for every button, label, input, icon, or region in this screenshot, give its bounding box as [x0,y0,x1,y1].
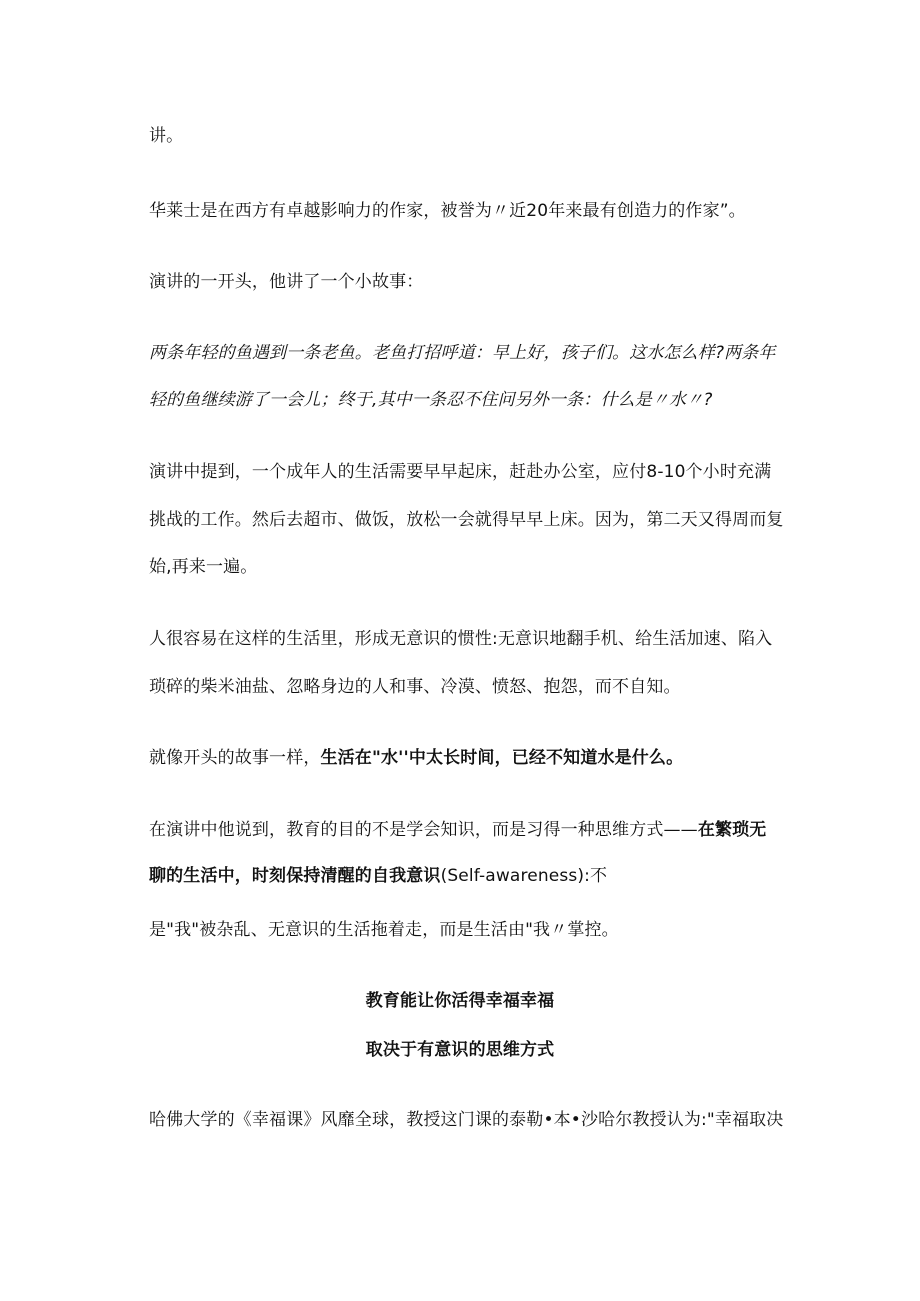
emphasis-text: 生活在"水''中太长时间，已经不知道水是什么。 [320,748,684,768]
paragraph-line: 始,再来一遍。 [149,557,258,577]
section-heading: 教育能让你活得幸福幸福 [365,991,555,1011]
paragraph-line [149,818,789,842]
paragraph-line: 人很容易在这样的生活里，形成无意识的惯性:无意识地翻手机、给生活加速、陷入 [149,629,773,649]
paragraph-line [149,864,789,888]
paragraph-line [149,746,789,770]
paragraph-line: 挑战的工作。然后去超市、做饭，放松一会就得早早上床。因为，第二天又得周而复 [149,510,784,530]
text-run: 在演讲中他说到，教育的目的不是学会知识，而是习得一种思维方式—— [149,820,698,840]
paragraph-line: 演讲中提到，一个成年人的生活需要早早起床，赶赴办公室，应付8-10个小时充满 [149,462,772,482]
emphasis-text: 聊的生活中，时刻保持清醒的自我意识 [149,866,441,886]
emphasis-text: 在繁琐无 [697,820,767,840]
paragraph-line: 哈佛大学的《幸福课》风靡全球，教授这门课的泰勒•本•沙哈尔教授认为:"幸福取决 [149,1110,784,1130]
paragraph-line: 华莱士是在西方有卓越影响力的作家，被誉为〃近20年来最有创造力的作家”。 [149,201,746,221]
text-run: 就像开头的故事一样， [149,748,321,768]
paragraph-line: 讲。 [149,126,184,146]
paragraph-line: 是"我"被杂乱、无意识的生活拖着走，而是生活由"我〃掌控。 [149,920,619,940]
paragraph-line: 琐碎的柴米油盐、忽略身边的人和事、冷漠、愤怒、抱怨，而不自知。 [149,677,681,697]
quote-line: 轻的鱼继续游了一会儿；终于,其中一条忍不住问另外一条：什么是〃水〃? [149,390,713,410]
quote-line: 两条年轻的鱼遇到一条老鱼。老鱼打招呼道：早上好，孩子们。这水怎么样?两条年 [149,343,776,363]
section-heading: 取决于有意识的思维方式 [365,1040,555,1060]
paragraph-line: 演讲的一开头，他讲了一个小故事： [149,272,424,292]
text-run: (Self-awareness):不 [440,866,608,886]
